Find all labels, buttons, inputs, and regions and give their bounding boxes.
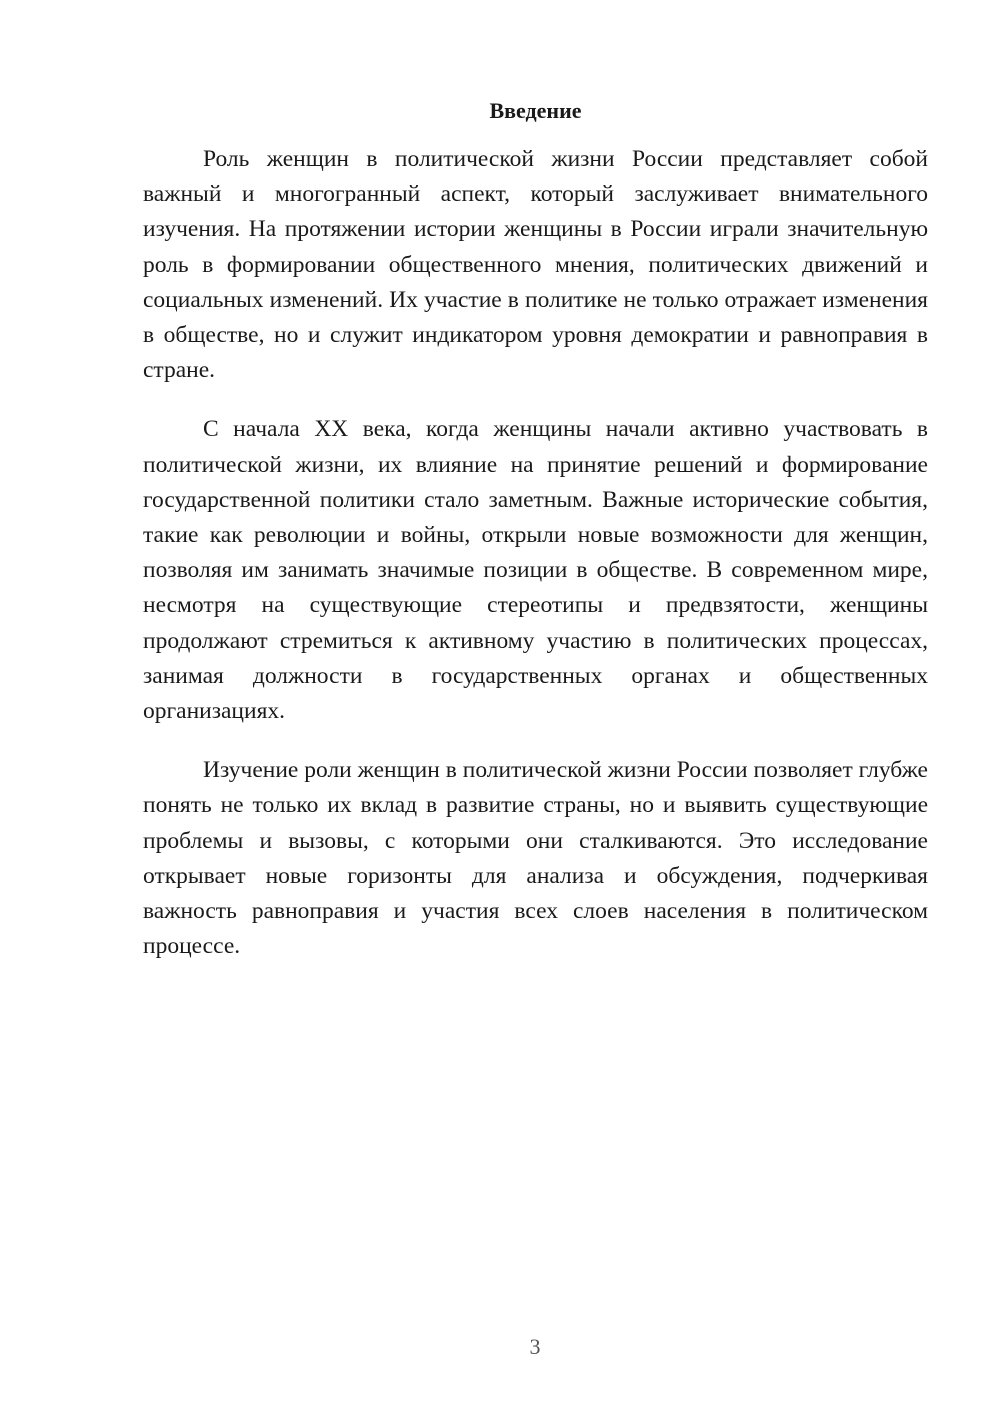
paragraph-1: Роль женщин в политической жизни России представляет собой важный и многогранный аспект, который заслуживает внимательного изучения. На протяжении истории женщины в России играли значительную роль в формировании общественного мнения, политических движений и социальных изменений. Их участие в политике не только отражает изменения в обществе, но и служит индикатором уровня демократии и равноправия в стране. bbox=[143, 146, 928, 384]
body-text bbox=[143, 142, 928, 988]
section-heading: Введение bbox=[489, 98, 582, 123]
page-number: 3 bbox=[529, 1334, 541, 1359]
paragraph-3: Изучение роли женщин в политической жизни России позволяет глубже понять не только их вклад в развитие страны, но и выявить существующие проблемы и вызовы, с которыми они сталкиваются. Это исследование открывает новые горизонты для анализа и обсуждения, подчеркивая важность равноправия и участия всех слоев населения в политическом процессе. bbox=[143, 757, 928, 960]
paragraph-2: С начала XX века, когда женщины начали активно участвовать в политической жизни, их влияние на принятие решений и формирование государственной политики стало заметным. Важные исторические события, такие как революции и войны, открыли новые возможности для женщин, позволяя им занимать значимые позиции в обществе. В современном мире, несмотря на существующие стереотипы и предвзятости, женщины продолжают стремиться к активному участию в политических процессах, занимая должности в государственных органах и общественных организациях. bbox=[143, 416, 928, 725]
